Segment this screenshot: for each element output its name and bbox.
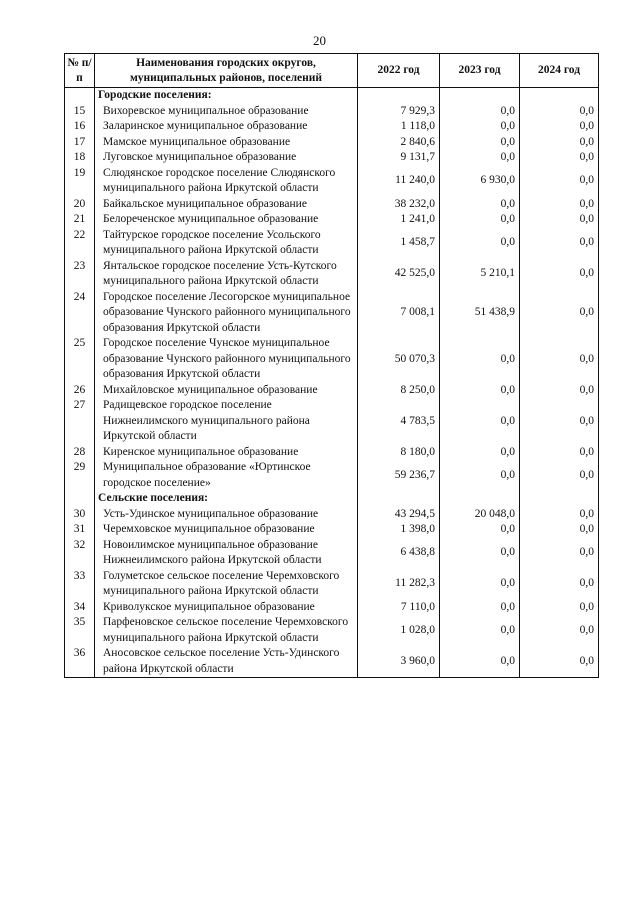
table-row	[65, 290, 599, 337]
row-number: 21	[65, 212, 95, 228]
value-2024: 0,0	[520, 228, 599, 259]
table-row	[65, 119, 599, 135]
row-number: 24	[65, 290, 95, 337]
value-2023: 0,0	[440, 398, 520, 445]
table-row	[65, 646, 599, 678]
row-number: 29	[65, 460, 95, 491]
value-2022: 2 840,6	[358, 135, 440, 151]
value-2023: 0,0	[440, 336, 520, 383]
value-2023: 51 438,9	[440, 290, 520, 337]
row-number: 26	[65, 383, 95, 399]
value-2024: 0,0	[520, 445, 599, 461]
table-row	[65, 197, 599, 213]
table-row	[65, 569, 599, 600]
value-2024: 0,0	[520, 197, 599, 213]
settlement-name: Белореченское муниципальное образование	[95, 212, 358, 228]
value-2023: 0,0	[440, 228, 520, 259]
value-2023: 0,0	[440, 445, 520, 461]
row-number: 18	[65, 150, 95, 166]
header-2024: 2024 год	[520, 54, 599, 88]
row-number: 17	[65, 135, 95, 151]
value-2022: 50 070,3	[358, 336, 440, 383]
section-title: Городские поселения:	[95, 88, 358, 104]
table-row	[65, 150, 599, 166]
settlement-name: Слюдянское городское поселение Слюдянского муниципального района Иркутской области	[95, 166, 358, 197]
settlement-name: Тайтурское городское поселение Усольского муниципального района Иркутской области	[95, 228, 358, 259]
value-2023: 20 048,0	[440, 507, 520, 523]
value-2024: 0,0	[520, 150, 599, 166]
row-number: 34	[65, 600, 95, 616]
value-2023: 0,0	[440, 600, 520, 616]
row-number: 35	[65, 615, 95, 646]
value-2023: 0,0	[440, 150, 520, 166]
table-row	[65, 522, 599, 538]
value-2023: 0,0	[440, 646, 520, 678]
value-2023: 0,0	[440, 615, 520, 646]
value-2022: 3 960,0	[358, 646, 440, 678]
value-2024: 0,0	[520, 135, 599, 151]
section-row	[65, 491, 599, 507]
value-2022: 38 232,0	[358, 197, 440, 213]
settlement-name: Криволукское муниципальное образование	[95, 600, 358, 616]
row-number: 22	[65, 228, 95, 259]
row-number: 23	[65, 259, 95, 290]
settlement-name: Вихоревское муниципальное образование	[95, 104, 358, 120]
row-number: 27	[65, 398, 95, 445]
row-number: 25	[65, 336, 95, 383]
table-row	[65, 600, 599, 616]
value-2024: 0,0	[520, 290, 599, 337]
row-number: 20	[65, 197, 95, 213]
table-row	[65, 228, 599, 259]
value-2024: 0,0	[520, 398, 599, 445]
value-2022: 1 028,0	[358, 615, 440, 646]
value-2023: 6 930,0	[440, 166, 520, 197]
section-title: Сельские поселения:	[95, 491, 358, 507]
value-2022: 1 458,7	[358, 228, 440, 259]
settlement-name: Заларинское муниципальное образование	[95, 119, 358, 135]
settlement-name: Киренское муниципальное образование	[95, 445, 358, 461]
row-number: 36	[65, 646, 95, 678]
value-2023: 0,0	[440, 104, 520, 120]
table-body	[65, 88, 599, 678]
settlement-name: Новоилимское муниципальное образование Нижнеилимского района Иркутской области	[95, 538, 358, 569]
settlement-name: Радищевское городское поселение Нижнеилимского муниципального района Иркутской области	[95, 398, 358, 445]
row-number: 33	[65, 569, 95, 600]
value-2022: 4 783,5	[358, 398, 440, 445]
page-number: 20	[313, 33, 326, 48]
section-row	[65, 88, 599, 104]
value-2023: 0,0	[440, 135, 520, 151]
value-2024: 0,0	[520, 646, 599, 678]
settlement-name: Байкальское муниципальное образование	[95, 197, 358, 213]
row-number-cell	[65, 88, 95, 104]
header-2023: 2023 год	[440, 54, 520, 88]
settlement-name: Усть-Удинское муниципальное образование	[95, 507, 358, 523]
settlement-name: Янтальское городское поселение Усть-Кутского муниципального района Иркутской области	[95, 259, 358, 290]
value-2022: 8 180,0	[358, 445, 440, 461]
value-2024: 0,0	[520, 569, 599, 600]
row-number-cell	[65, 491, 95, 507]
value-2023: 0,0	[440, 383, 520, 399]
table-row	[65, 259, 599, 290]
value-2024: 0,0	[520, 212, 599, 228]
settlement-name: Луговское муниципальное образование	[95, 150, 358, 166]
value-2022: 11 282,3	[358, 569, 440, 600]
value-2023: 5 210,1	[440, 259, 520, 290]
row-number: 16	[65, 119, 95, 135]
value-2024: 0,0	[520, 507, 599, 523]
empty-cell	[520, 491, 599, 507]
empty-cell	[440, 491, 520, 507]
settlement-name: Черемховское муниципальное образование	[95, 522, 358, 538]
value-2024: 0,0	[520, 336, 599, 383]
header-num: № п/п	[65, 54, 95, 88]
value-2022: 11 240,0	[358, 166, 440, 197]
value-2022: 1 241,0	[358, 212, 440, 228]
value-2023: 0,0	[440, 197, 520, 213]
value-2022: 1 118,0	[358, 119, 440, 135]
table-row	[65, 336, 599, 383]
value-2023: 0,0	[440, 212, 520, 228]
value-2022: 1 398,0	[358, 522, 440, 538]
value-2024: 0,0	[520, 259, 599, 290]
value-2023: 0,0	[440, 522, 520, 538]
settlement-name: Михайловское муниципальное образование	[95, 383, 358, 399]
budget-table	[64, 53, 599, 678]
table-row	[65, 212, 599, 228]
value-2024: 0,0	[520, 615, 599, 646]
header-name: Наименования городских округов, муниципальных районов, поселений	[95, 54, 358, 88]
empty-cell	[358, 491, 440, 507]
empty-cell	[520, 88, 599, 104]
table-header	[65, 54, 599, 88]
value-2022: 6 438,8	[358, 538, 440, 569]
row-number: 32	[65, 538, 95, 569]
table-row	[65, 398, 599, 445]
value-2024: 0,0	[520, 104, 599, 120]
settlement-name: Парфеновское сельское поселение Черемховского муниципального района Иркутской области	[95, 615, 358, 646]
table-row	[65, 615, 599, 646]
value-2024: 0,0	[520, 166, 599, 197]
value-2022: 8 250,0	[358, 383, 440, 399]
row-number: 15	[65, 104, 95, 120]
value-2022: 9 131,7	[358, 150, 440, 166]
value-2024: 0,0	[520, 600, 599, 616]
settlement-name: Муниципальное образование «Юртинское городское поселение»	[95, 460, 358, 491]
settlement-name: Аносовское сельское поселение Усть-Удинского района Иркутской области	[95, 646, 358, 678]
value-2022: 59 236,7	[358, 460, 440, 491]
table-row	[65, 135, 599, 151]
value-2024: 0,0	[520, 460, 599, 491]
table-row	[65, 445, 599, 461]
settlement-name: Голуметское сельское поселение Черемховского муниципального района Иркутской области	[95, 569, 358, 600]
value-2022: 7 008,1	[358, 290, 440, 337]
row-number: 28	[65, 445, 95, 461]
value-2022: 43 294,5	[358, 507, 440, 523]
row-number: 19	[65, 166, 95, 197]
value-2023: 0,0	[440, 119, 520, 135]
value-2023: 0,0	[440, 460, 520, 491]
value-2022: 7 929,3	[358, 104, 440, 120]
table-row	[65, 507, 599, 523]
value-2023: 0,0	[440, 569, 520, 600]
table-row	[65, 383, 599, 399]
value-2024: 0,0	[520, 538, 599, 569]
settlement-name: Городское поселение Чунское муниципальное образование Чунского районного муниципального образования Иркутской области	[95, 336, 358, 383]
table-row	[65, 460, 599, 491]
value-2024: 0,0	[520, 522, 599, 538]
value-2023: 0,0	[440, 538, 520, 569]
value-2024: 0,0	[520, 119, 599, 135]
table-row	[65, 166, 599, 197]
empty-cell	[440, 88, 520, 104]
empty-cell	[358, 88, 440, 104]
settlement-name: Мамское муниципальное образование	[95, 135, 358, 151]
header-2022: 2022 год	[358, 54, 440, 88]
row-number: 30	[65, 507, 95, 523]
table-row	[65, 104, 599, 120]
value-2024: 0,0	[520, 383, 599, 399]
table-row	[65, 538, 599, 569]
value-2022: 7 110,0	[358, 600, 440, 616]
value-2022: 42 525,0	[358, 259, 440, 290]
settlement-name: Городское поселение Лесогорское муниципальное образование Чунского районного муниципального образования Иркутской области	[95, 290, 358, 337]
row-number: 31	[65, 522, 95, 538]
